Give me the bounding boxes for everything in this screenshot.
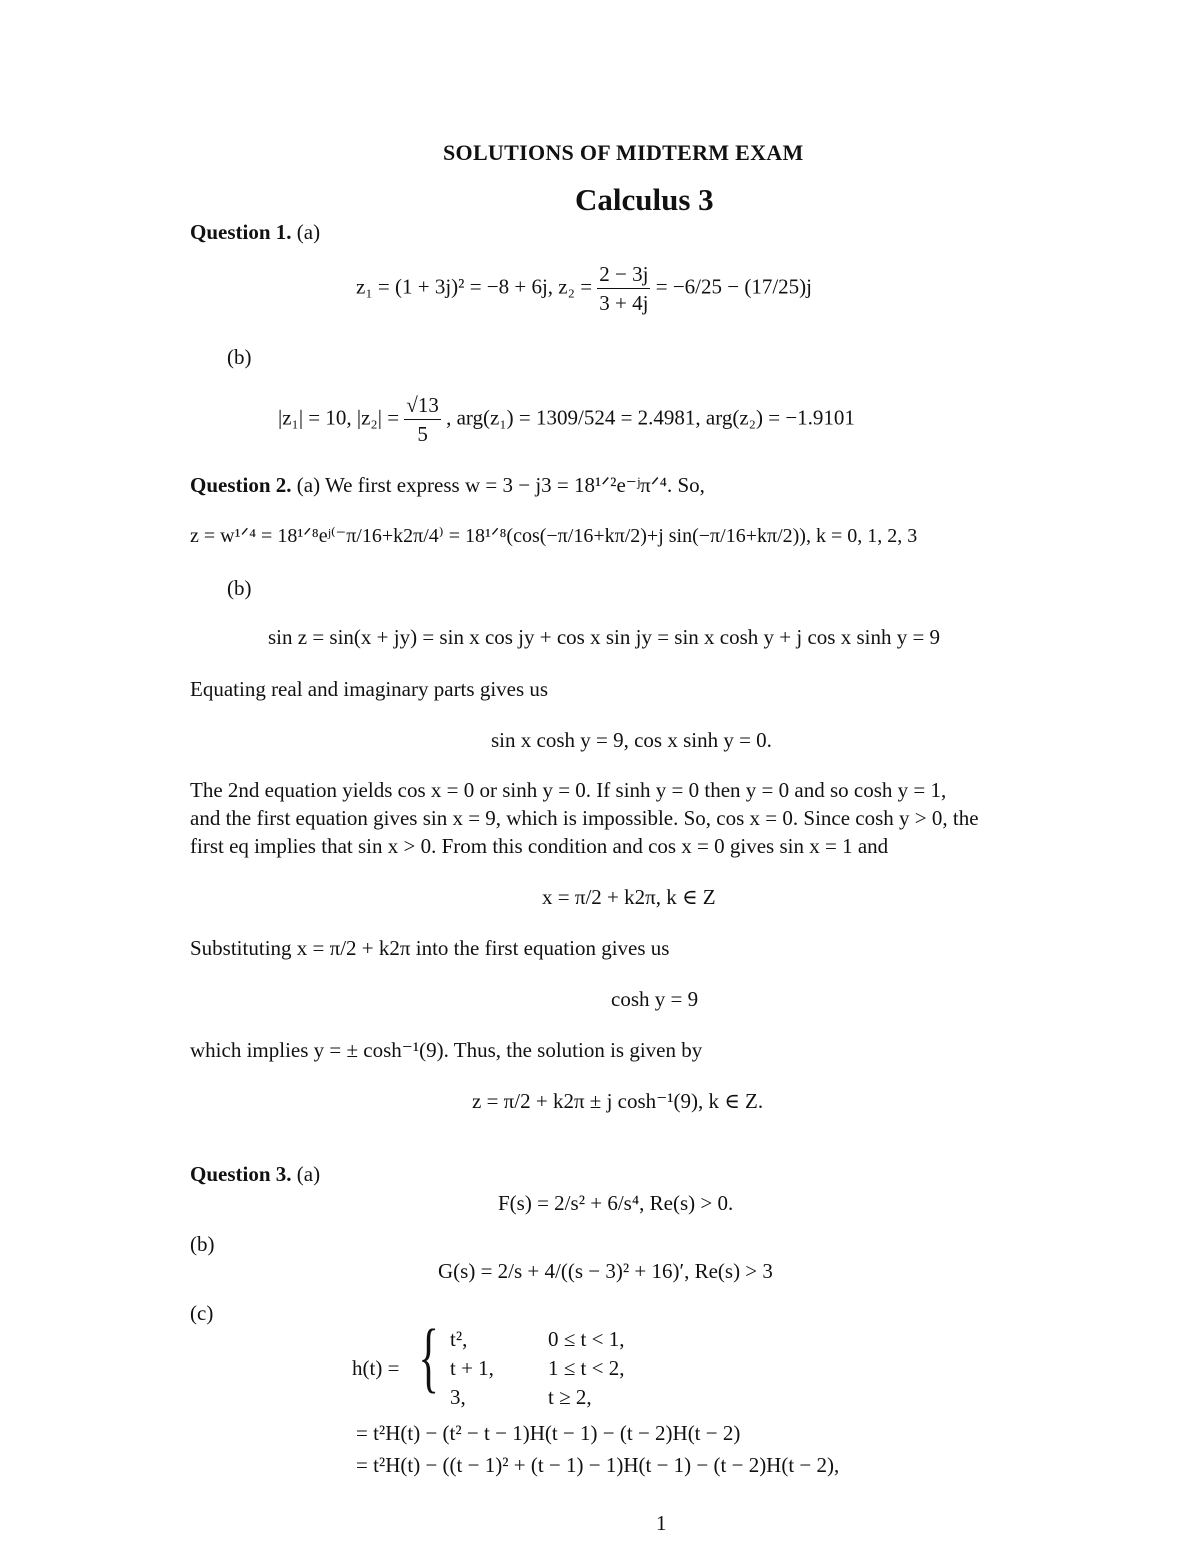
q3-heading-line [190,1162,320,1187]
q3-heading: Question 3. [190,1162,292,1186]
q1-eq-a-left: z₁ = (1 + 3j)² = −8 + 6j, z₂ = [356,274,593,299]
q1-eq-a-fraction [597,262,650,315]
exam-title: SOLUTIONS OF MIDTERM EXAM [443,140,804,165]
q2-equation-e: cosh y = 9 [611,987,699,1011]
q1-part-a: (a) [296,220,321,244]
q3-case-1-expr: t², [450,1327,468,1351]
q3-line-1: = t²H(t) − (t² − t − 1)H(t − 1) − (t − 2)H(t − 2) [356,1421,741,1445]
q1-eq-a-numerator: 2 − 3j [597,262,650,289]
q3-line-2: = t²H(t) − ((t − 1)² + (t − 1) − 1)H(t − 1) − (t − 2)H(t − 2), [356,1453,840,1477]
q3-case-3-cond: t ≥ 2, [548,1385,592,1409]
q2-equation-b: sin z = sin(x + jy) = sin x cos jy + cos x sin jy = sin x cosh y + j cos x sinh y = 9 [268,625,941,649]
q1-equation-b [278,393,855,446]
q2-equation-d: x = π/2 + k2π, k ∈ Z [542,885,716,909]
q1-part-b: (b) [227,345,252,369]
q1-eq-b-fraction [404,393,441,446]
q2-part-b: (b) [227,576,252,600]
q2-equation-c: sin x cosh y = 9, cos x sinh y = 0. [491,728,772,752]
q2-equation-f: z = π/2 + k2π ± j cosh⁻¹(9), k ∈ Z. [472,1089,764,1113]
q3-case-1-cond: 0 ≤ t < 1, [548,1327,625,1351]
q1-eq-b-denominator: 5 [417,422,428,446]
q3-part-a: (a) [296,1162,321,1186]
q2-heading: Question 2. [190,473,292,497]
q2-text-2: Substituting x = π/2 + k2π into the first equation gives us [190,936,670,960]
q1-eq-b-numerator: √13 [404,393,441,420]
q1-eq-b-left: |z₁| = 10, |z₂| = [278,405,400,430]
q2-equation-a: z = w¹ᐟ⁴ = 18¹ᐟ⁸eʲ⁽⁻π/16+k2π/4⁾ = 18¹ᐟ⁸(cos(−π/16+kπ/2)+j sin(−π/16+kπ/2)), k = 0, 1, 2, 3 [190,525,918,547]
q3-case-2-expr: t + 1, [450,1356,494,1380]
q2-paragraph-line-3: first eq implies that sin x > 0. From this condition and cos x = 0 gives sin x = 1 and [190,834,889,858]
q3-equation-a: F(s) = 2/s² + 6/s⁴, Re(s) > 0. [498,1191,734,1215]
q2-text-3: which implies y = ± cosh⁻¹(9). Thus, the solution is given by [190,1038,703,1062]
q2-paragraph-line-1: The 2nd equation yields cos x = 0 or sinh y = 0. If sinh y = 0 then y = 0 and so cosh y = 1, [190,778,947,802]
page-number: 1 [656,1511,667,1535]
q1-eq-a-denominator: 3 + 4j [599,291,649,315]
q1-heading-line [190,220,320,245]
q2-intro: (a) We first express w = 3 − j3 = 18¹ᐟ²e⁻ʲπᐟ⁴. So, [296,473,705,497]
q1-equation-a [356,262,812,315]
q3-left-brace: { [418,1313,440,1400]
q1-eq-b-right: , arg(z₁) = 1309/524 = 2.4981, arg(z₂) = −1.9101 [446,405,855,430]
q3-part-c: (c) [190,1301,214,1325]
q3-part-b: (b) [190,1232,215,1256]
q2-text-1: Equating real and imaginary parts gives us [190,677,549,701]
q3-h-left: h(t) = [352,1356,400,1380]
q2-heading-line [190,473,705,498]
q3-equation-b: G(s) = 2/s + 4/((s − 3)² + 16)′, Re(s) > 3 [438,1259,773,1283]
q3-case-3-expr: 3, [450,1385,466,1409]
q2-paragraph-line-2: and the first equation gives sin x = 9, which is impossible. So, cos x = 0. Since cosh y > 0, the [190,806,979,830]
q3-case-2-cond: 1 ≤ t < 2, [548,1356,625,1380]
q1-heading: Question 1. [190,220,292,244]
course-title: Calculus 3 [575,182,714,217]
q1-eq-a-right: = −6/25 − (17/25)j [655,274,813,299]
